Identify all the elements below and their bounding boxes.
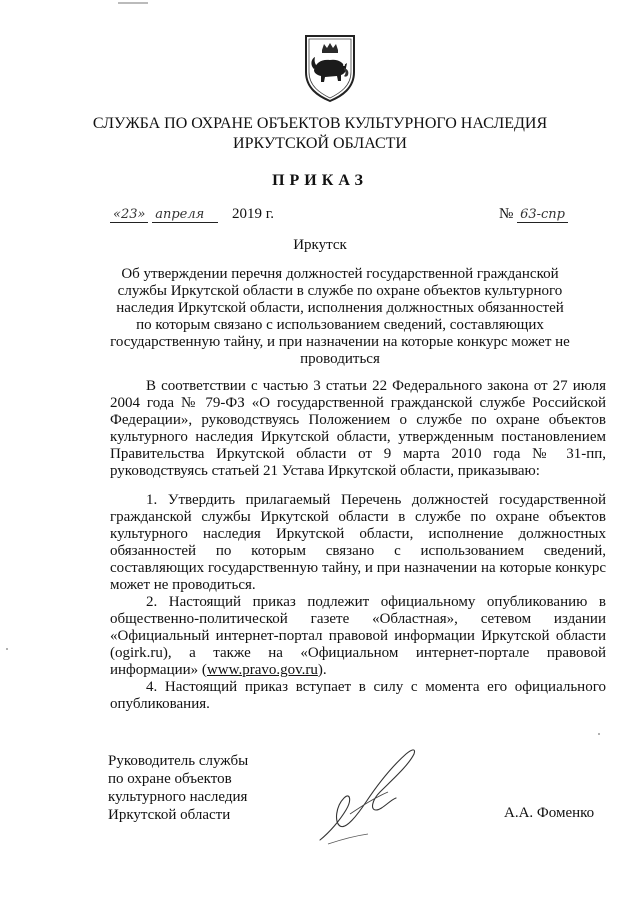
order-item-4: 4. Настоящий приказ вступает в силу с момента его официального опубликования.: [110, 679, 606, 712]
date-month-field: апреля: [152, 207, 218, 223]
date-day-field: «23»: [110, 207, 148, 223]
signer-position-line: Иркутской области: [108, 807, 231, 823]
scan-artifact: [6, 648, 8, 650]
signer-position: [108, 752, 248, 824]
order-items: [110, 492, 606, 713]
order-item-2: 2. Настоящий приказ подлежит официальному опубликованию в общественно-политической газете «Областная», сетевом издании «Официальный интернет-портал правовой информации Иркутской области (ogirk.ru), а также на «Официальном интернет-портале правовой информации» (www.pravo.gov.ru).: [110, 594, 606, 678]
signer-position-line: культурного наследия: [108, 789, 248, 805]
order-date: [110, 206, 274, 223]
handwritten-signature-icon: [310, 740, 430, 850]
agency-name-line1: СЛУЖБА ПО ОХРАНЕ ОБЪЕКТОВ КУЛЬТУРНОГО НАСЛЕДИЯ: [92, 115, 548, 132]
agency-name: [0, 114, 640, 154]
scan-artifact: [118, 2, 148, 4]
city: Иркутск: [293, 237, 347, 253]
signer-position-line: по охране объектов: [108, 771, 232, 787]
number-prefix: №: [499, 206, 514, 222]
order-item-1: 1. Утвердить прилагаемый Перечень должностей государственной гражданской службы Иркутской области в службе по охране объектов культурного наследия Иркутской области, исполнение должностных обязанностей по которым связано с использованием сведений, составляющих государственную тайну, и при назначении на которые конкурс может не проводиться.: [110, 492, 606, 593]
number-value-field: 63-спр: [517, 207, 568, 223]
scan-artifact: [598, 733, 600, 735]
order-preamble: В соответствии с частью 3 статьи 22 Федерального закона от 27 июля 2004 года № 79-ФЗ «О государственной гражданской службе Российской Федерации», руководствуясь Положением о службе по охране объектов культурного наследия Иркутской области, утвержденным постановлением Правительства Иркутской области от 9 марта 2010 года № 31-пп, руководствуясь статьей 21 Устава Иркутской области, приказываю:: [110, 378, 606, 479]
signer-position-line: Руководитель службы: [108, 753, 249, 769]
agency-name-line2: ИРКУТСКОЙ ОБЛАСТИ: [233, 135, 407, 152]
signer-name: А.А. Фоменко: [504, 805, 595, 821]
order-number: [499, 206, 568, 223]
document-title: ПРИКАЗ: [272, 172, 368, 189]
pravo-gov-link[interactable]: www.pravo.gov.ru: [206, 662, 318, 678]
order-subject: Об утверждении перечня должностей государственной гражданской службы Иркутской области в службе по охране объектов культурного наследия Иркутской области, исполнения должностных обязанностей по которым связано с использованием сведений, составляющих государственную тайну, и при назначении на которые конкурс может не проводиться: [110, 266, 570, 367]
coat-of-arms-icon: [300, 32, 360, 104]
date-year: 2019 г.: [231, 206, 274, 222]
